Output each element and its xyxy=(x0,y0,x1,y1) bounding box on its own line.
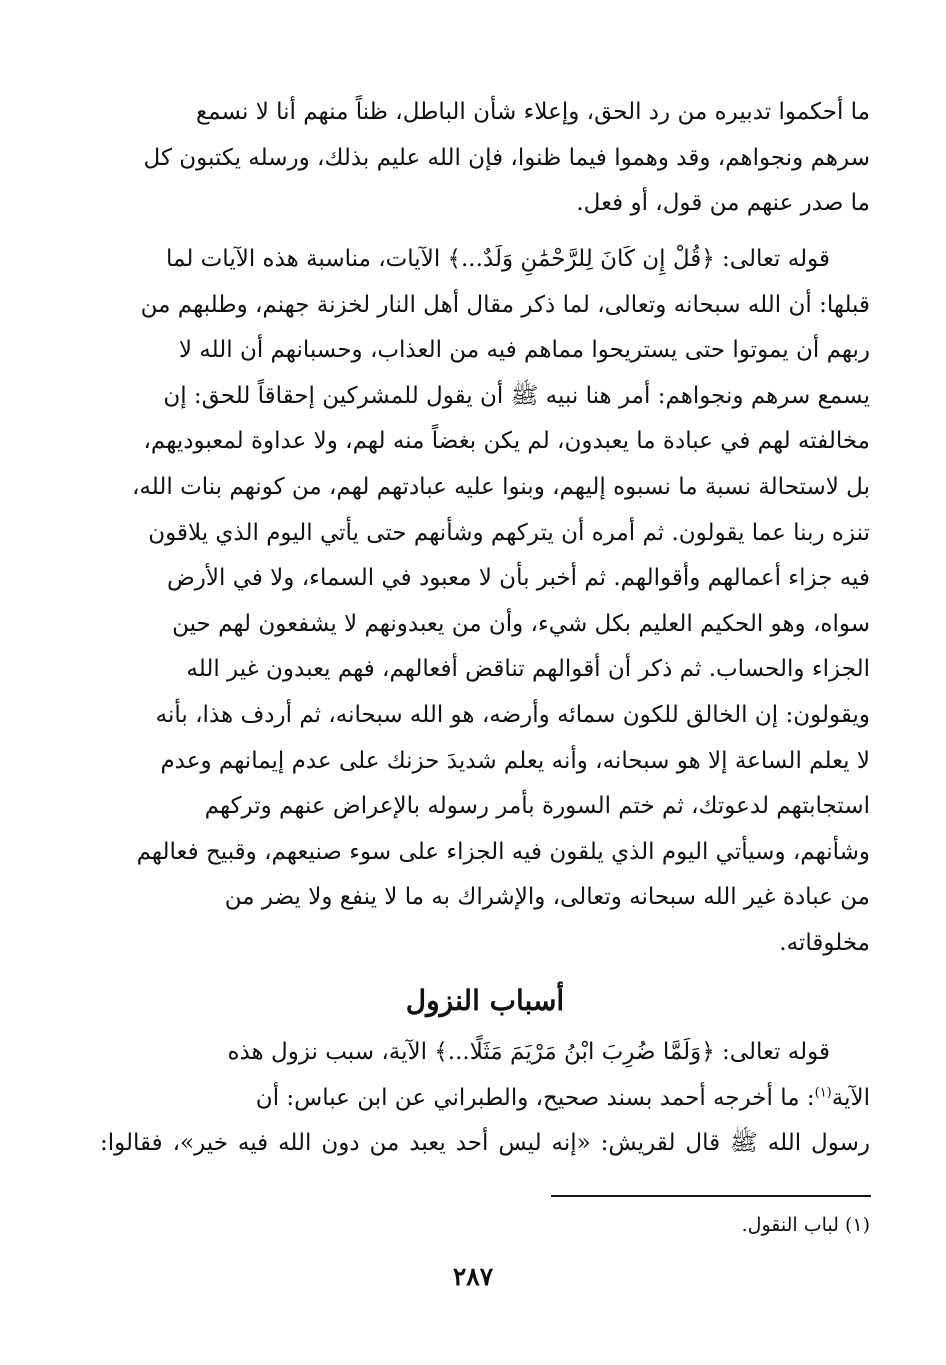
paragraph-revelation-cause xyxy=(100,1030,870,1167)
paragraph-verse-context xyxy=(100,237,870,967)
text-line: الجزاء والحساب. ثم ذكر أن أقوالهم تناقض أفعالهم، فهم يعبدون غير الله xyxy=(186,656,870,683)
footnote-marker[interactable]: (١) xyxy=(814,1084,832,1100)
text-line: وشأنهم، وسيأتي اليوم الذي يلقون فيه الجزاء على سوء صنيعهم، وقبيح فعالهم xyxy=(136,838,870,865)
text-line xyxy=(100,1030,870,1076)
text-line: مخالفته لهم في عبادة ما يعبدون، لم يكن بغضاً منه لهم، ولا عداوة لمعبوديهم، xyxy=(143,428,870,455)
text-line: من عبادة غير الله سبحانه وتعالى، والإشراك به ما لا ينفع ولا يضر من xyxy=(224,884,870,911)
text-line xyxy=(100,1076,870,1122)
text-line: فيه جزاء أعمالهم وأقوالهم. ثم أخبر بأن لا معبود في السماء، ولا في الأرض xyxy=(166,565,870,592)
text-line xyxy=(100,237,870,283)
text-line: مخلوقاته. xyxy=(779,929,870,956)
text-line: ما أحكموا تدبيره من رد الحق، وإعلاء شأن الباطل، ظناً منهم أنا لا نسمع xyxy=(195,99,870,125)
text-line: استجابتهم لدعوتك، ثم ختم السورة بأمر رسوله بالإعراض عنهم وتركهم xyxy=(204,793,870,820)
text-line-content: : ما أخرجه أحمد بسند صحيح، والطبراني عن ابن عباس: أن xyxy=(255,1084,815,1111)
text-line: ما صدر عنهم من قول، أو فعل. xyxy=(576,190,870,217)
footnote-separator xyxy=(551,1195,871,1197)
text-line: تنزه ربنا عما يقولون. ثم أمره أن يتركهم وشأنهم حتى يأتي اليوم الذي يلاقون xyxy=(148,519,870,546)
text-line-content: الآية xyxy=(831,1084,870,1111)
text-line: قبلها: أن الله سبحانه وتعالى، لما ذكر مقال أهل النار لخزنة جهنم، وطلبهم من xyxy=(140,291,870,318)
footnote: (١) لباب النقول. xyxy=(741,1214,870,1236)
text-line: لا يعلم الساعة إلا هو سبحانه، وأنه يعلم شديدَ حزنك على عدم إيمانهم وعدم xyxy=(160,747,870,774)
text-line-content: قوله تعالى: ﴿وَلَمَّا ضُرِبَ ابْنُ مَرْيَمَ مَثَلًا...﴾ الآية، سبب نزول هذه xyxy=(227,1039,830,1065)
page-number: ٢٨٧ xyxy=(452,1262,494,1291)
text-line: ربهم أن يموتوا حتى يستريحوا مماهم فيه من العذاب، وحسبانهم أن الله لا xyxy=(178,337,870,364)
text-line: سواه، وهو الحكيم العليم بكل شيء، وأن من يعبدونهم لا يشفعون لهم حين xyxy=(172,610,870,637)
text-line: سرهم ونجواهم، وقد وهموا فيما ظنوا، فإن الله عليم بذلك، ورسله يكتبون كل xyxy=(143,144,870,171)
text-line: يسمع سرهم ونجواهم: أمر هنا نبيه ﷺ أن يقول للمشركين إحقاقاً للحق: إن xyxy=(163,382,870,409)
text-line-content: قوله تعالى: ﴿قُلْ إِن كَانَ لِلرَّحْمَٰنِ وَلَدٌ...﴾ الآيات، مناسبة هذه الآيات لما xyxy=(166,246,830,272)
text-line: ويقولون: إن الخالق للكون سمائه وأرضه، هو الله سبحانه، ثم أردف هذا، بأنه xyxy=(155,701,870,728)
paragraph-intro xyxy=(100,90,870,227)
text-line: رسول الله ﷺ قال لقريش: «إنه ليس أحد يعبد من دون الله فيه خير»، فقالوا: xyxy=(100,1130,870,1157)
text-line: بل لاستحالة نسبة ما نسبوه إليهم، وبنوا عليه عبادتهم لهم، من كونهم بنات الله، xyxy=(132,473,870,500)
section-heading: أسباب النزول xyxy=(405,984,565,1017)
